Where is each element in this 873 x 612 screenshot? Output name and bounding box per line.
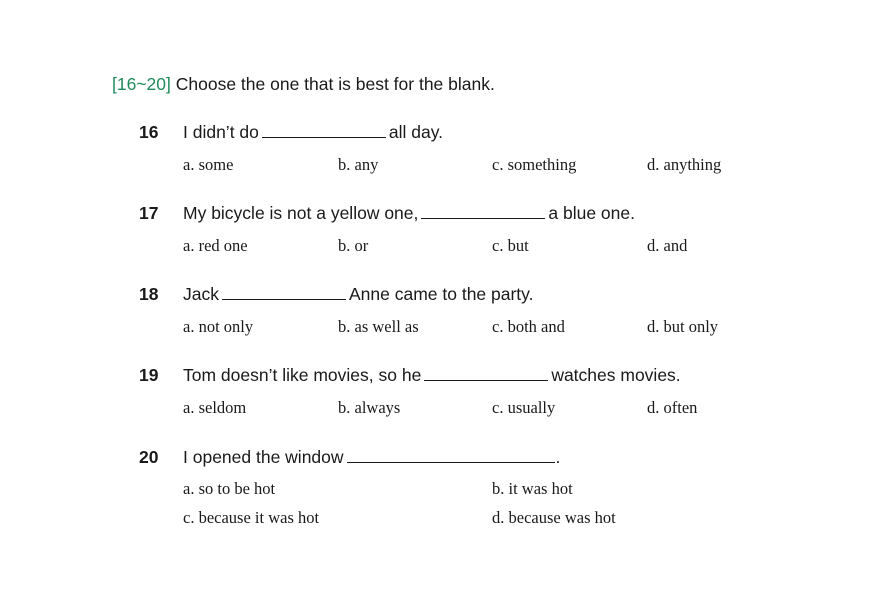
option-b[interactable]: b. as well as [338,317,419,336]
stem-text-before: I opened the window [183,447,344,467]
stem-text-after: watches movies. [551,365,681,385]
stem-text-before: My bicycle is not a yellow one, [183,203,419,223]
answer-blank [347,447,555,463]
stem-text-before: I didn’t do [183,122,259,142]
option-d[interactable]: d. because was hot [492,508,616,527]
option-c[interactable]: c. but [492,236,529,255]
option-a[interactable]: a. red one [183,236,248,255]
option-d[interactable]: d. often [647,398,698,417]
question-number: 17 [139,203,159,223]
answer-blank [421,203,545,219]
question-number: 16 [139,122,159,142]
option-a[interactable]: a. seldom [183,398,247,417]
question-stem [183,122,443,143]
option-d[interactable]: d. and [647,236,688,255]
question-stem [183,203,635,224]
stem-text-after: all day. [388,122,444,142]
question-stem [183,284,534,305]
option-c[interactable]: c. usually [492,398,556,417]
stem-text-after: Anne came to the party. [348,284,534,304]
answer-blank [222,284,346,300]
stem-text-after: a blue one. [548,203,635,223]
question-stem [183,447,560,468]
option-d[interactable]: d. anything [647,155,722,174]
question-range: [16~20] [112,74,171,94]
stem-text-before: Tom doesn’t like movies, so he [183,365,422,385]
option-a[interactable]: a. some [183,155,234,174]
answer-blank [262,122,386,138]
question-number: 19 [139,365,159,385]
option-c[interactable]: c. because it was hot [183,508,320,527]
option-d[interactable]: d. but only [647,317,719,336]
question-number: 20 [139,447,159,467]
instruction-text: Choose the one that is best for the blank. [175,74,495,94]
option-b[interactable]: b. any [338,155,379,174]
question-number: 18 [139,284,159,304]
answer-blank [424,365,548,381]
stem-text-after: . [555,447,561,467]
option-c[interactable]: c. both and [492,317,565,336]
option-b[interactable]: b. it was hot [492,479,573,498]
option-b[interactable]: b. always [338,398,401,417]
question-stem [183,365,681,386]
option-c[interactable]: c. something [492,155,577,174]
instruction-heading [112,74,495,95]
option-b[interactable]: b. or [338,236,369,255]
option-a[interactable]: a. so to be hot [183,479,276,498]
option-a[interactable]: a. not only [183,317,254,336]
stem-text-before: Jack [183,284,219,304]
